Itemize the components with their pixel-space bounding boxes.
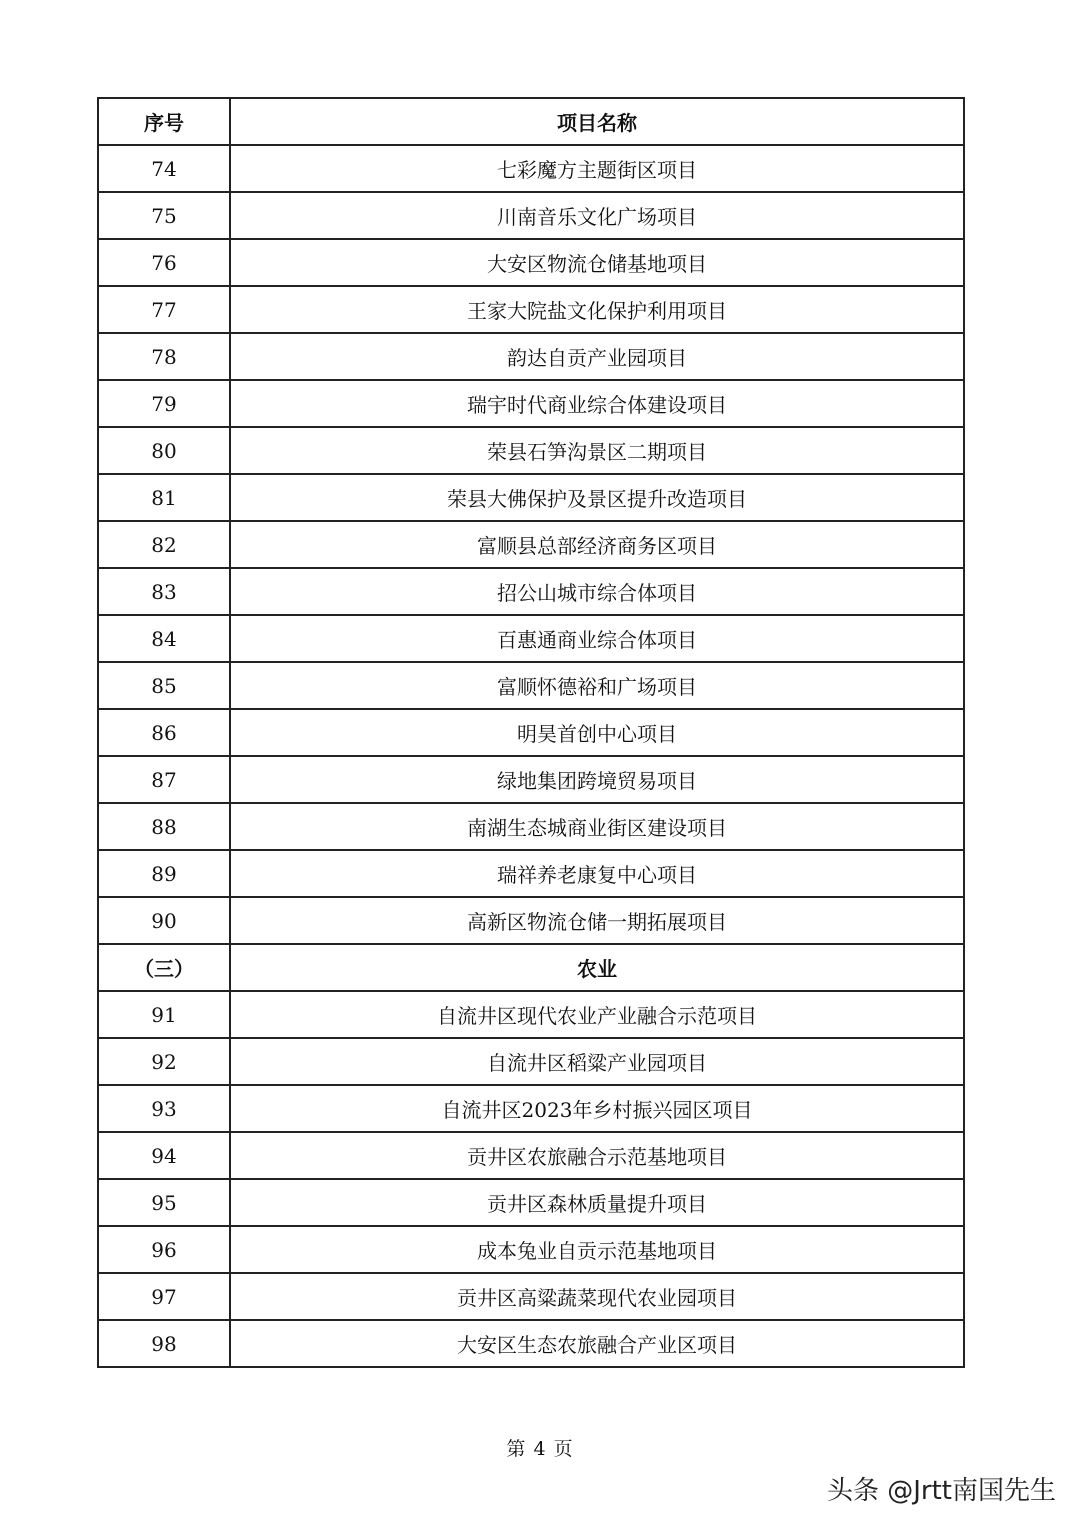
row-project-name: 百惠通商业综合体项目	[230, 615, 964, 662]
table-row	[98, 756, 964, 803]
row-project-name: 荣县大佛保护及景区提升改造项目	[230, 474, 964, 521]
table-row	[98, 286, 964, 333]
row-project-name: 贡井区森林质量提升项目	[230, 1179, 964, 1226]
table-row	[98, 662, 964, 709]
row-serial: 98	[98, 1320, 230, 1367]
table-row	[98, 1273, 964, 1320]
row-serial: 88	[98, 803, 230, 850]
table-row	[98, 1320, 964, 1367]
row-serial: 74	[98, 145, 230, 192]
row-serial: 75	[98, 192, 230, 239]
row-serial: 77	[98, 286, 230, 333]
row-serial: 86	[98, 709, 230, 756]
row-serial: 87	[98, 756, 230, 803]
table-body	[98, 145, 964, 1367]
table-row	[98, 333, 964, 380]
row-serial: 93	[98, 1085, 230, 1132]
row-project-name: 自流井区稻粱产业园项目	[230, 1038, 964, 1085]
row-serial: 81	[98, 474, 230, 521]
project-table	[97, 97, 965, 1368]
row-serial: 79	[98, 380, 230, 427]
row-project-name: 贡井区农旅融合示范基地项目	[230, 1132, 964, 1179]
table-row	[98, 897, 964, 944]
table-row	[98, 803, 964, 850]
section-row	[98, 944, 964, 991]
table-row	[98, 380, 964, 427]
table-header-row	[98, 98, 964, 145]
page-number: 第 4 页	[506, 1438, 574, 1460]
row-project-name: 富顺怀德裕和广场项目	[230, 662, 964, 709]
row-serial: 95	[98, 1179, 230, 1226]
row-serial: 91	[98, 991, 230, 1038]
row-serial: 89	[98, 850, 230, 897]
table-row	[98, 521, 964, 568]
row-project-name: 荣县石笋沟景区二期项目	[230, 427, 964, 474]
table-row	[98, 239, 964, 286]
row-serial: 76	[98, 239, 230, 286]
row-serial: （三）	[98, 944, 230, 991]
table-row	[98, 474, 964, 521]
row-serial: 84	[98, 615, 230, 662]
table-row	[98, 709, 964, 756]
header-serial: 序号	[98, 98, 230, 145]
row-project-name: 成本兔业自贡示范基地项目	[230, 1226, 964, 1273]
row-project-name: 七彩魔方主题街区项目	[230, 145, 964, 192]
row-project-name: 绿地集团跨境贸易项目	[230, 756, 964, 803]
table-row	[98, 1226, 964, 1273]
header-project-name: 项目名称	[230, 98, 964, 145]
row-project-name: 瑞宇时代商业综合体建设项目	[230, 380, 964, 427]
row-serial: 80	[98, 427, 230, 474]
table-row	[98, 991, 964, 1038]
row-project-name: 川南音乐文化广场项目	[230, 192, 964, 239]
row-project-name: 南湖生态城商业街区建设项目	[230, 803, 964, 850]
row-project-name: 韵达自贡产业园项目	[230, 333, 964, 380]
table-row	[98, 1132, 964, 1179]
row-project-name: 王家大院盐文化保护利用项目	[230, 286, 964, 333]
row-serial: 94	[98, 1132, 230, 1179]
row-serial: 92	[98, 1038, 230, 1085]
row-serial: 82	[98, 521, 230, 568]
table-row	[98, 427, 964, 474]
table-row	[98, 615, 964, 662]
row-serial: 90	[98, 897, 230, 944]
row-project-name: 招公山城市综合体项目	[230, 568, 964, 615]
row-project-name: 大安区物流仓储基地项目	[230, 239, 964, 286]
row-project-name: 高新区物流仓储一期拓展项目	[230, 897, 964, 944]
row-serial: 78	[98, 333, 230, 380]
watermark: 头条 @Jrtt南国先生	[826, 1476, 1056, 1506]
row-serial: 85	[98, 662, 230, 709]
row-project-name: 瑞祥养老康复中心项目	[230, 850, 964, 897]
table-row	[98, 568, 964, 615]
row-project-name: 明昊首创中心项目	[230, 709, 964, 756]
row-project-name: 贡井区高粱蔬菜现代农业园项目	[230, 1273, 964, 1320]
row-project-name: 大安区生态农旅融合产业区项目	[230, 1320, 964, 1367]
table-row	[98, 850, 964, 897]
row-serial: 83	[98, 568, 230, 615]
table-row	[98, 1085, 964, 1132]
table-row	[98, 145, 964, 192]
table-row	[98, 1038, 964, 1085]
table-row	[98, 192, 964, 239]
row-project-name: 富顺县总部经济商务区项目	[230, 521, 964, 568]
row-project-name: 自流井区2023年乡村振兴园区项目	[230, 1085, 964, 1132]
row-serial: 97	[98, 1273, 230, 1320]
row-project-name: 自流井区现代农业产业融合示范项目	[230, 991, 964, 1038]
row-serial: 96	[98, 1226, 230, 1273]
table-row	[98, 1179, 964, 1226]
row-project-name: 农业	[230, 944, 964, 991]
